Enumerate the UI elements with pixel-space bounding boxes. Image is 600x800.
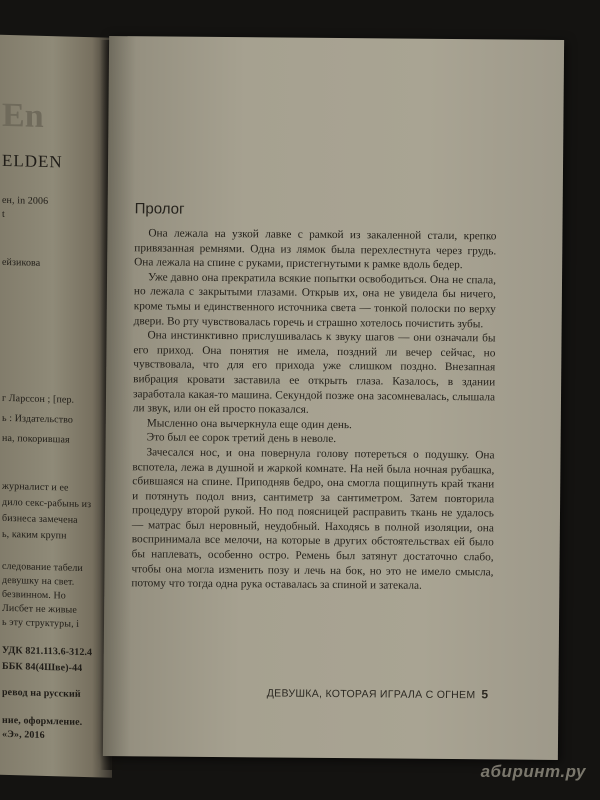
left-fragment-21: «Э», 2016 [2,728,45,741]
page-number: 5 [481,687,489,702]
left-fragment-12: следование табели [2,560,83,574]
left-page [0,34,112,777]
left-fragment-16: ь эту структуры, i [2,616,80,630]
paragraph-6: Зачесался нос, и она повернула голову потереться о подушку. Она вспотела, лежа в душной и жаркой комнате. На ней была ночная рубашка, сбившаяся на спине. Приподняв бедро, она смогла пощипнуть край ткани и потянуть подол вниз, сантиметр за сантиметром. Затем повторила процедуру второй рукой. Но под поясницей расправить ткань не удалось — матрас был неровный, неудобный. Находясь в полной изоляции, она воспринимала все мелочи, на которые в других обстоятельствах ей было бы наплевать, особенно остро. Ремень был затянут достаточно слабо, чтобы она могла изменить позу и лечь на бок, но это не имело смысла, потому что тогда одна рука оставалась за спиной и затекала. [131,446,495,593]
paragraph-5: Это был ее сорок третий день в неволе. [146,431,337,446]
right-page [103,36,564,760]
left-fragment-2: ен, in 2006 [2,194,49,208]
left-fragment-19: ревод на русский [2,686,81,700]
paragraph-3: Она инстинктивно прислушивалась к звуку шагов — они означали бы его приход. Она понятия не имела, поздний ли вечер сейчас, но чувствовала, что для его прихода уже слишком поздно. Внезапная вибрация кровати заставила ее открыть глаза. Казалось, в здании заработала какая-то машина. Секундой позже она засомневалась, слышала ли звук, или он ей просто показался. [132,329,496,416]
running-footer [103,684,488,701]
left-fragment-4: ейзикова [2,256,41,269]
left-fragment-6: ь : Издательство [2,412,74,426]
watermark: абиринт.ру [480,762,586,781]
left-fragment-11: ь, каким крупн [2,528,67,542]
body-text [131,226,496,594]
left-fragment-1: ELDEN [2,150,63,172]
left-fragment-10: бизнеса замечена [2,512,78,526]
left-fragment-18: ББК 84(4Шве)-44 [2,660,83,674]
left-fragment-13: девушку на свет. [2,574,75,588]
paragraph-1: Она лежала на узкой лавке с рамкой из закаленной стали, крепко привязанная ремнями. Одна из лямок была перехлестнута через грудь. Она лежала на спине с руками, пристегнутыми к рамке вдоль бедер. [134,227,497,272]
left-fragment-5: г Ларссон ; [пер. [2,392,75,406]
left-fragment-15: Лисбет не живые [2,602,77,616]
paragraph-4: Мысленно она вычеркнула еще один день. [146,417,352,431]
left-fragment-8: журналист и ее [2,480,69,494]
chapter-title: Пролог [134,200,185,218]
left-fragment-9: дило секс-рабынь из [2,496,92,511]
left-fragment-7: на, покорившая [2,432,70,446]
left-fragment-20: ние, оформление. [2,714,83,728]
running-title: ДЕВУШКА, КОТОРАЯ ИГРАЛА С ОГНЕМ [266,687,476,702]
left-page-ghost-mark: En [2,96,44,135]
left-fragment-3: t [2,208,5,220]
paragraph-2: Уже давно она прекратила всякие попытки освободиться. Она не спала, но лежала с закрытыми глазами. Открыв их, она не увидела бы ничего, кроме тьмы и единственного источника света — тонкой полоски по верху двери. Во рту чувствовалась горечь и страшно хотелось почистить зубы. [133,271,497,330]
left-fragment-17: УДК 821.113.6-312.4 [2,644,93,659]
left-fragment-14: безвинном. Но [2,588,66,602]
